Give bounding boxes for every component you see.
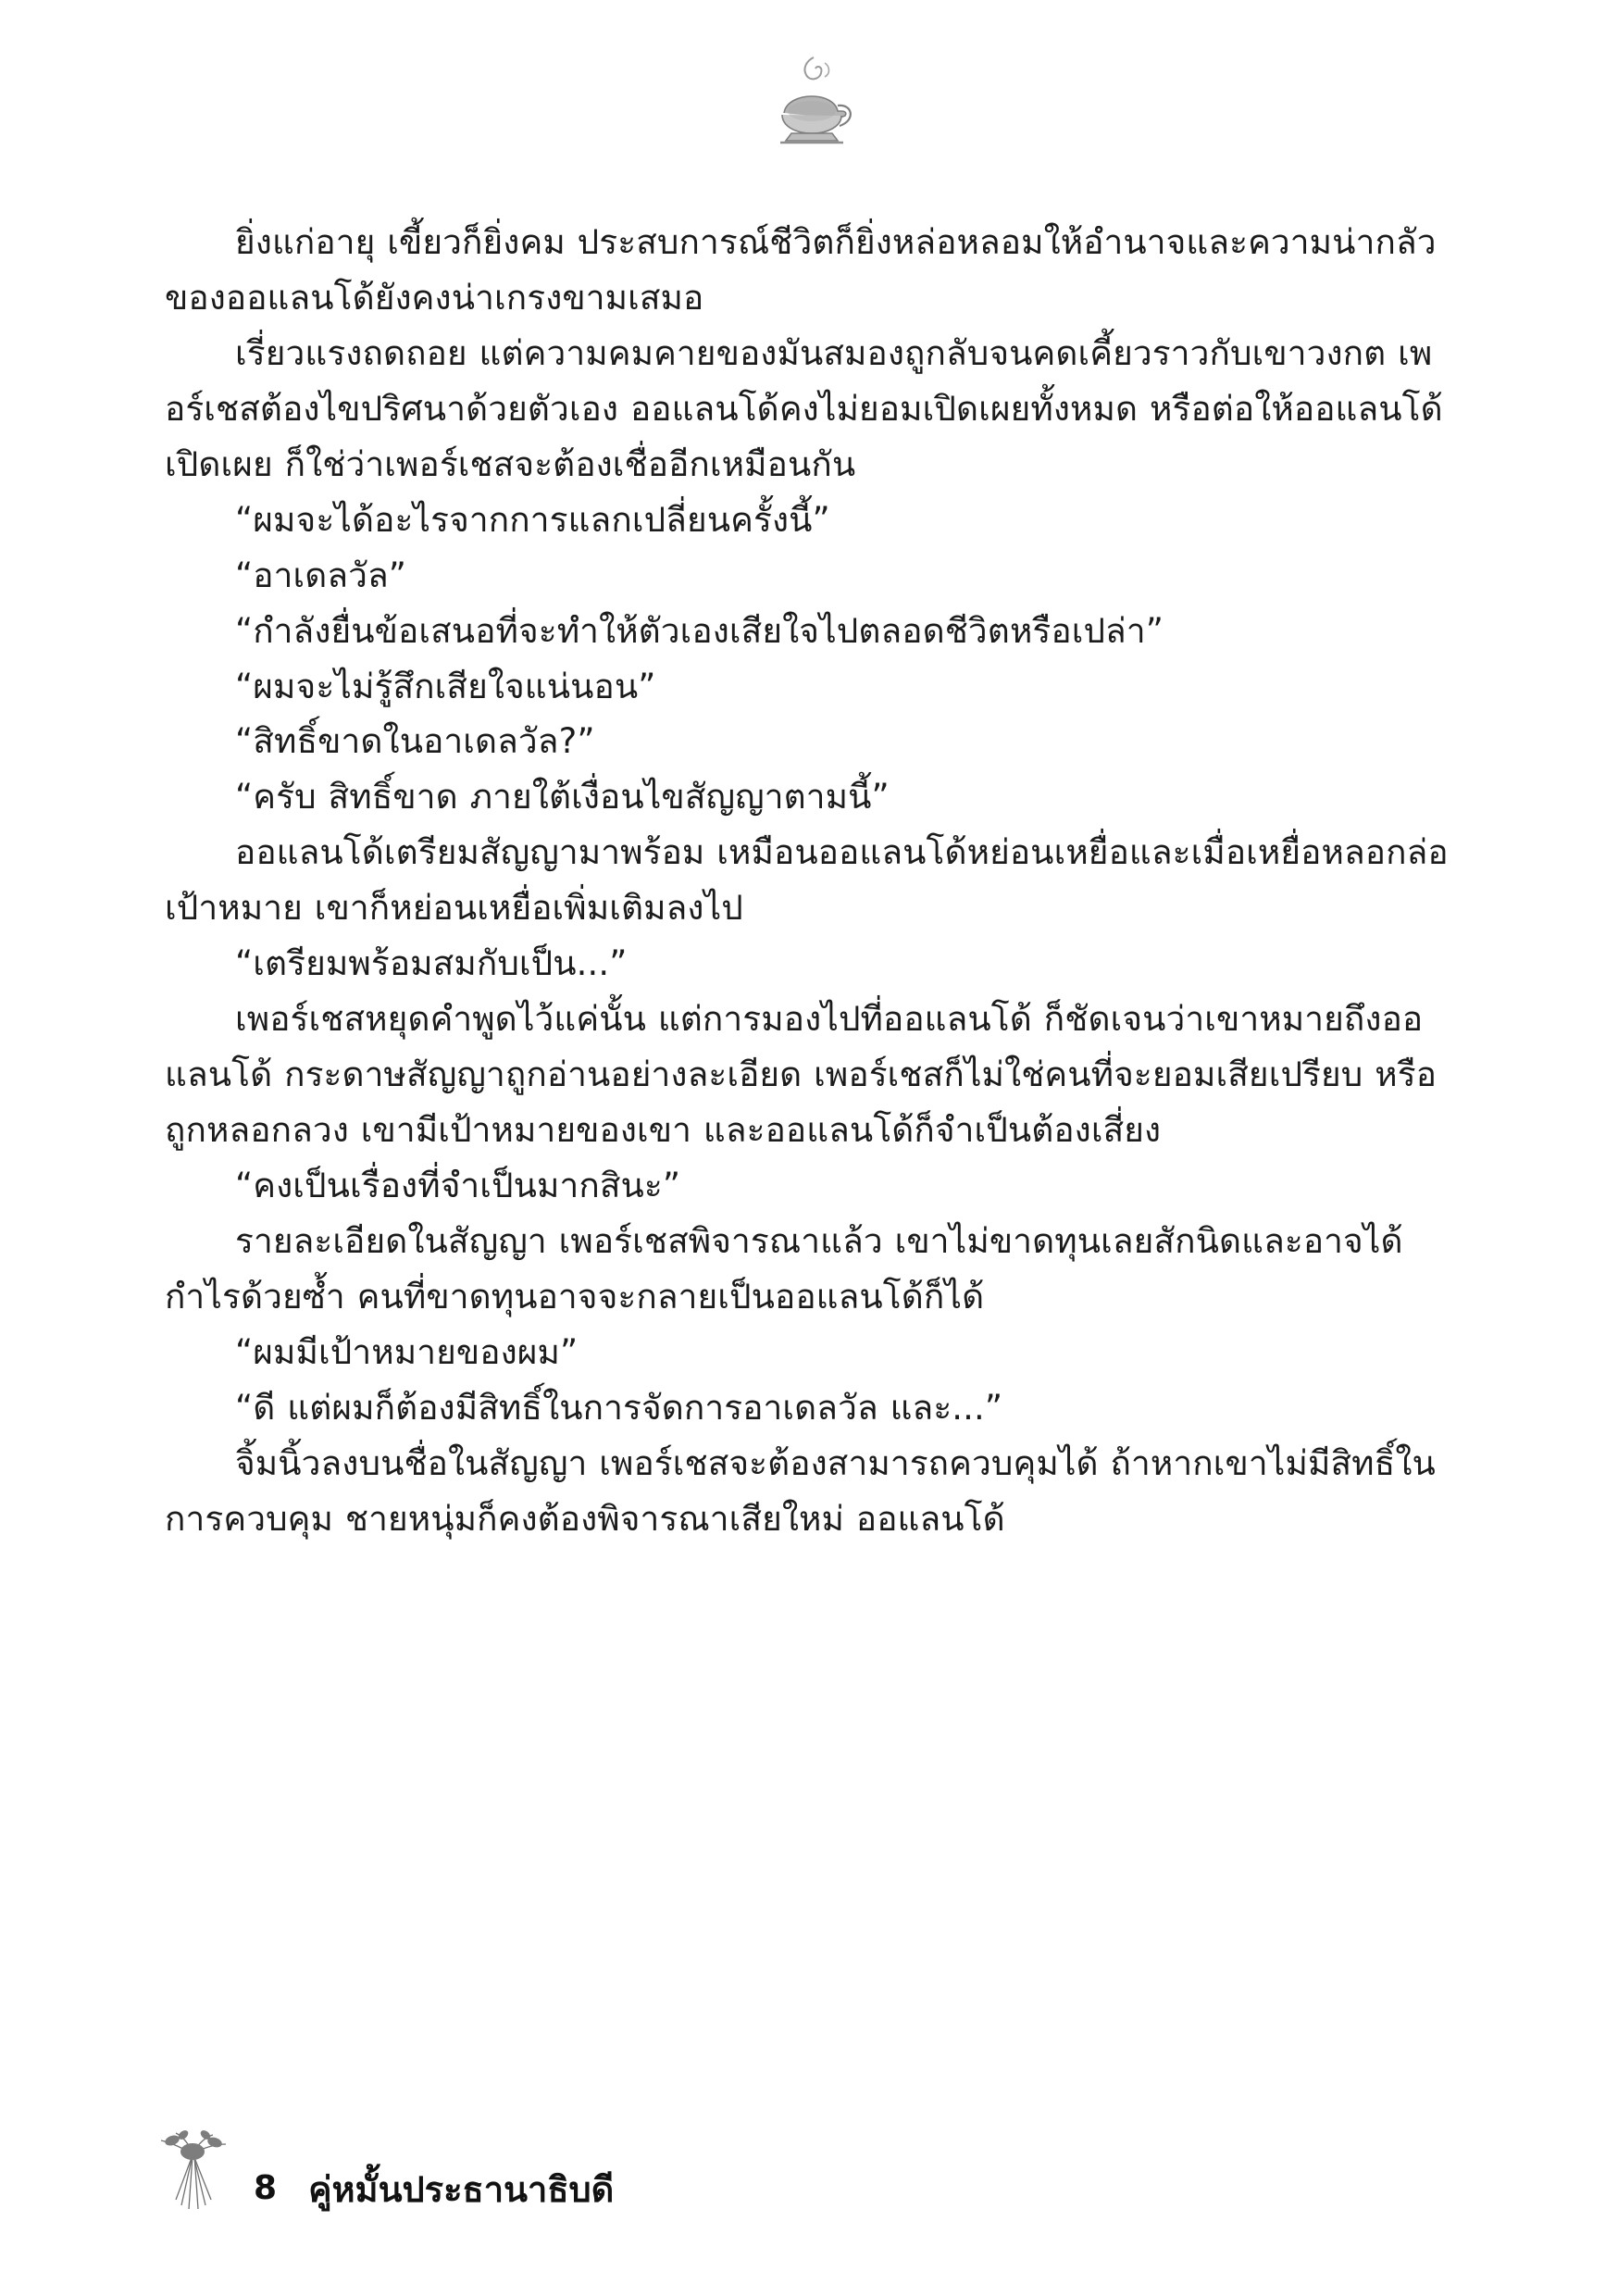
paragraph: ออแลนโด้เตรียมสัญญามาพร้อม เหมือนออแลนโด้หย่อนเหยื่อและเมื่อเหยื่อหลอกล่อเป้าหมาย เขาก็หย่อนเหยื่อเพิ่มเติมลงไป [165, 832, 1449, 929]
paragraph: “คงเป็นเรื่องที่จำเป็นมากสินะ” [235, 1165, 681, 1205]
oil-lamp-ornament-icon [749, 44, 869, 156]
page-footer [148, 2120, 614, 2216]
paragraph: รายละเอียดในสัญญา เพอร์เชสพิจารณาแล้ว เขาไม่ขาดทุนเลยสักนิดและอาจได้กำไรด้วยซ้ำ คนที่ขาดทุนอาจจะกลายเป็นออแลนโด้ก็ได้ [165, 1220, 1403, 1316]
paragraph: ยิ่งแก่อายุ เขี้ยวก็ยิ่งคม ประสบการณ์ชีวิตก็ยิ่งหล่อหลอมให้อำนาจและความน่ากลัวของออแลนโด้ยังคงน่าเกรงขามเสมอ [165, 222, 1437, 318]
page-number: 8 [254, 2169, 278, 2207]
paragraph: เรี่ยวแรงถดถอย แต่ความคมคายของมันสมองถูกลับจนคดเคี้ยวราวกับเขาวงกต เพอร์เชสต้องไขปริศนาด้วยตัวเอง ออแลนโด้คงไม่ยอมเปิดเผยทั้งหมด หรือต่อให้ออแลนโด้เปิดเผย ก็ใช่ว่าเพอร์เชสจะต้องเชื่ออีกเหมือนกัน [165, 332, 1443, 484]
header-ornament [0, 44, 1618, 156]
paragraph: “สิทธิ์ขาดในอาเดลวัล?” [235, 721, 595, 762]
floral-sprig-ornament-icon [148, 2120, 237, 2216]
paragraph: เพอร์เชสหยุดคำพูดไว้แค่นั้น แต่การมองไปที่ออแลนโด้ ก็ชัดเจนว่าเขาหมายถึงออแลนโด้ กระดาษสัญญาถูกอ่านอย่างละเอียด เพอร์เชสก็ไม่ใช่คนที่จะยอมเสียเปรียบ หรือถูกหลอกลวง เขามีเป้าหมายของเขา และออแลนโด้ก็จำเป็นต้องเสี่ยง [165, 999, 1438, 1150]
paragraph: “กำลังยื่นข้อเสนอที่จะทำให้ตัวเองเสียใจไปตลอดชีวิตหรือเปล่า” [235, 610, 1164, 651]
paragraph: จิ้มนิ้วลงบนชื่อในสัญญา เพอร์เชสจะต้องสามารถควบคุมได้ ถ้าหากเขาไม่มีสิทธิ์ในการควบคุม ชายหนุ่มก็คงต้องพิจารณาเสียใหม่ ออแลนโด้ [165, 1442, 1436, 1539]
paragraph: “ผมจะไม่รู้สึกเสียใจแน่นอน” [235, 666, 656, 706]
book-title: คู่หมั้นประธานาธิบดี [308, 2169, 615, 2210]
paragraph: “ดี แต่ผมก็ต้องมีสิทธิ์ในการจัดการอาเดลวัล และ...” [235, 1387, 1003, 1428]
paragraph: “ผมจะได้อะไรจากการแลกเปลี่ยนครั้งนี้” [235, 499, 830, 540]
paragraph: “ครับ สิทธิ์ขาด ภายใต้เงื่อนไขสัญญาตามนี้” [235, 777, 890, 817]
paragraph: “ผมมีเป้าหมายของผม” [235, 1331, 579, 1372]
paragraph: “เตรียมพร้อมสมกับเป็น...” [235, 943, 628, 984]
paragraph: “อาเดลวัล” [235, 555, 407, 595]
page-body [165, 215, 1451, 1547]
